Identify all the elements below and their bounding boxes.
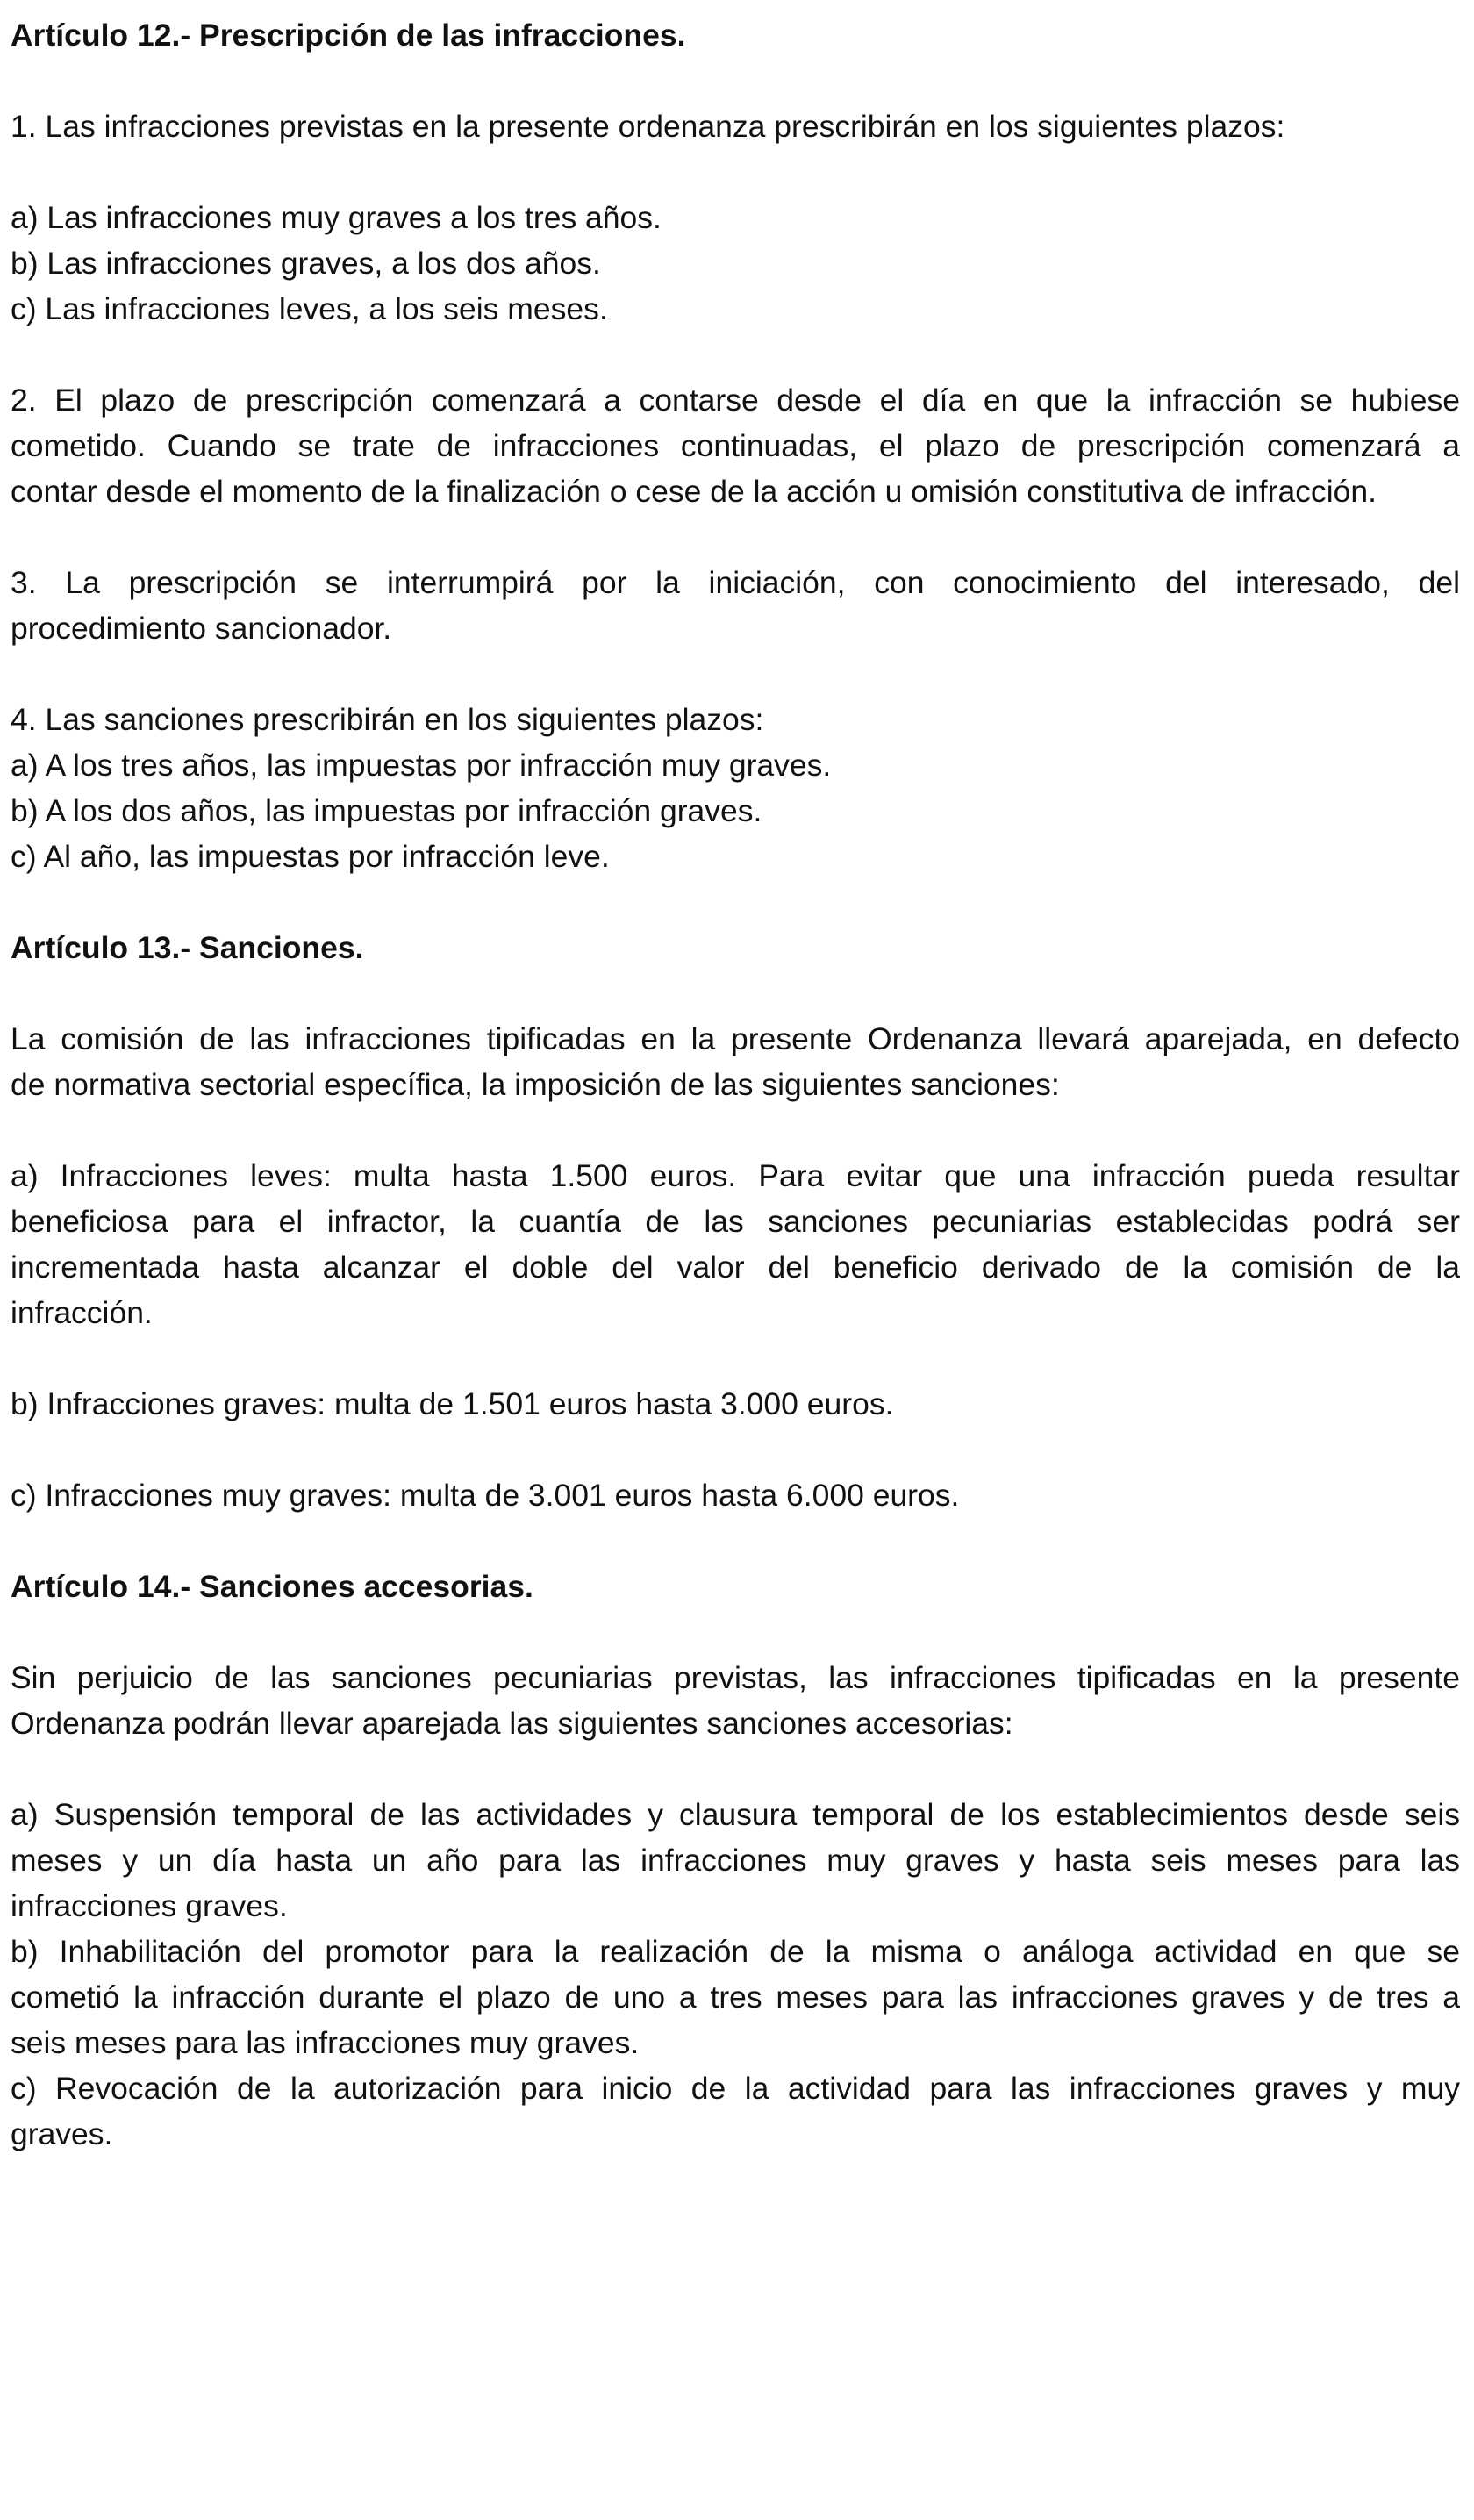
- list-item: b) Las infracciones graves, a los dos años.: [11, 246, 601, 281]
- article-13-intro-line: La comisión de las infracciones tipificadas en la presente Ordenanza llevará aparejada, en defecto: [11, 1021, 1460, 1056]
- document-page: [11, 12, 1460, 2157]
- article-13-item-a-line: beneficiosa para el infractor, la cuantía de las sanciones pecuniarias establecidas podrá ser: [11, 1204, 1460, 1239]
- list-item: a) A los tres años, las impuestas por infracción muy graves.: [11, 748, 832, 783]
- article-12-paragraph-3-line: procedimiento sancionador.: [11, 611, 392, 646]
- article-14-intro-line: Ordenanza podrán llevar aparejada las siguientes sanciones accesorias:: [11, 1706, 1013, 1741]
- article-14-intro-line: Sin perjuicio de las sanciones pecuniarias previstas, las infracciones tipificadas en la presente: [11, 1660, 1460, 1695]
- article-12-paragraph-2-line: cometido. Cuando se trate de infracciones continuadas, el plazo de prescripción comenzará a: [11, 428, 1460, 463]
- article-12-paragraph-2-line: contar desde el momento de la finalización o cese de la acción u omisión constitutiva de infracción.: [11, 474, 1377, 509]
- list-item: c) Al año, las impuestas por infracción leve.: [11, 839, 610, 874]
- article-13-item-a-line: infracción.: [11, 1295, 153, 1330]
- article-13-title: Artículo 13.- Sanciones.: [11, 930, 364, 965]
- article-14-item-a-line: infracciones graves.: [11, 1888, 288, 1923]
- article-12-paragraph-3-line: 3. La prescripción se interrumpirá por la iniciación, con conocimiento del interesado, del: [11, 565, 1460, 600]
- article-14-item-c-line: graves.: [11, 2116, 113, 2151]
- article-13-item-c: c) Infracciones muy graves: multa de 3.001 euros hasta 6.000 euros.: [11, 1478, 960, 1513]
- article-14-item-c-line: c) Revocación de la autorización para inicio de la actividad para las infracciones graves y muy: [11, 2071, 1460, 2106]
- article-12-paragraph-2-line: 2. El plazo de prescripción comenzará a contarse desde el día en que la infracción se hubiese: [11, 383, 1460, 418]
- article-14-item-b-line: cometió la infracción durante el plazo de uno a tres meses para las infracciones graves y de tres a: [11, 1979, 1460, 2015]
- list-item: b) A los dos años, las impuestas por infracción graves.: [11, 793, 762, 828]
- article-12-title: Artículo 12.- Prescripción de las infracciones.: [11, 18, 686, 53]
- article-13-item-a-line: a) Infracciones leves: multa hasta 1.500 euros. Para evitar que una infracción pueda resultar: [11, 1158, 1460, 1193]
- article-14-item-b-line: b) Inhabilitación del promotor para la realización de la misma o análoga actividad en que se: [11, 1934, 1460, 1969]
- article-13-item-b: b) Infracciones graves: multa de 1.501 euros hasta 3.000 euros.: [11, 1386, 894, 1421]
- article-14-item-a-line: meses y un día hasta un año para las infracciones muy graves y hasta seis meses para las: [11, 1843, 1460, 1878]
- article-13-item-a-line: incrementada hasta alcanzar el doble del valor del beneficio derivado de la comisión de la: [11, 1249, 1460, 1285]
- list-item: a) Las infracciones muy graves a los tres años.: [11, 200, 662, 235]
- article-14-item-b-line: seis meses para las infracciones muy graves.: [11, 2025, 640, 2060]
- article-12-paragraph-1: 1. Las infracciones previstas en la presente ordenanza prescribirán en los siguientes plazos:: [11, 109, 1285, 144]
- article-14-item-a-line: a) Suspensión temporal de las actividades y clausura temporal de los establecimientos desde seis: [11, 1797, 1460, 1832]
- list-item: c) Las infracciones leves, a los seis meses.: [11, 291, 608, 326]
- article-14-title: Artículo 14.- Sanciones accesorias.: [11, 1569, 533, 1604]
- article-12-paragraph-4: 4. Las sanciones prescribirán en los siguientes plazos:: [11, 702, 764, 737]
- article-13-intro-line: de normativa sectorial específica, la imposición de las siguientes sanciones:: [11, 1067, 1060, 1102]
